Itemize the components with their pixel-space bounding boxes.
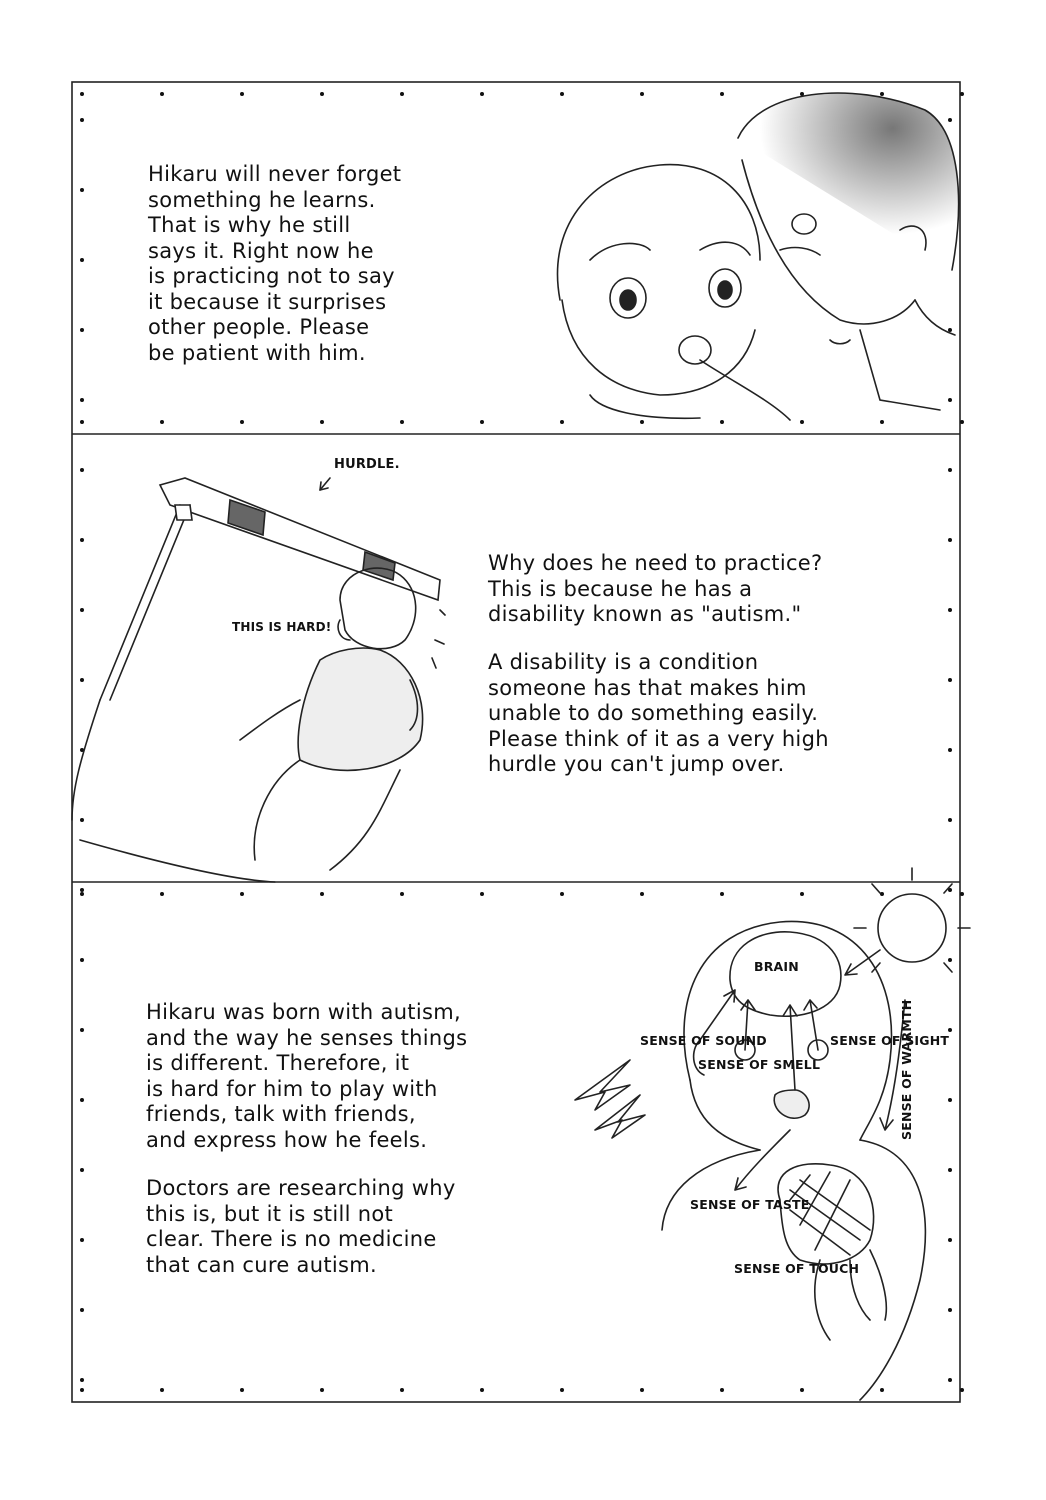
panel-3-text-a: Hikaru was born with autism, and the way he senses things is different. Therefore, it is hard for him to play with friends, talk with friends, and express how he feels. <box>146 1000 468 1152</box>
sense-of-taste-label: SENSE OF TASTE <box>690 1197 810 1212</box>
sense-of-warmth-label: SENSE OF WARMTH <box>899 999 914 1140</box>
hurdle-label: HURDLE. <box>334 457 400 472</box>
panel-2-text-a: Why does he need to practice? This is because he has a disability known as "autism." <box>488 551 823 626</box>
sense-of-sight-label: SENSE OF SIGHT <box>830 1033 950 1048</box>
this-is-hard-label: THIS IS HARD! <box>232 620 332 634</box>
sense-of-touch-label: SENSE OF TOUCH <box>734 1261 860 1276</box>
panel-3-text-b: Doctors are researching why this is, but it is still not clear. There is no medicine that can cure autism. <box>146 1176 456 1277</box>
sense-of-sound-label: SENSE OF SOUND <box>640 1033 767 1048</box>
sun-icon <box>878 894 946 962</box>
panel-2-text-b: A disability is a condition someone has that makes him unable to do something easily. Please think of it as a very high hurdle you can't jump over. <box>488 650 829 776</box>
lightning-icon <box>575 1060 630 1110</box>
panel-1-text: Hikaru will never forget something he learns. That is why he still says it. Right now he is practicing not to say it because it surprises other people. Please be patient with him. <box>148 162 402 365</box>
brain-label: BRAIN <box>754 959 799 974</box>
sense-of-smell-label: SENSE OF SMELL <box>698 1057 821 1072</box>
